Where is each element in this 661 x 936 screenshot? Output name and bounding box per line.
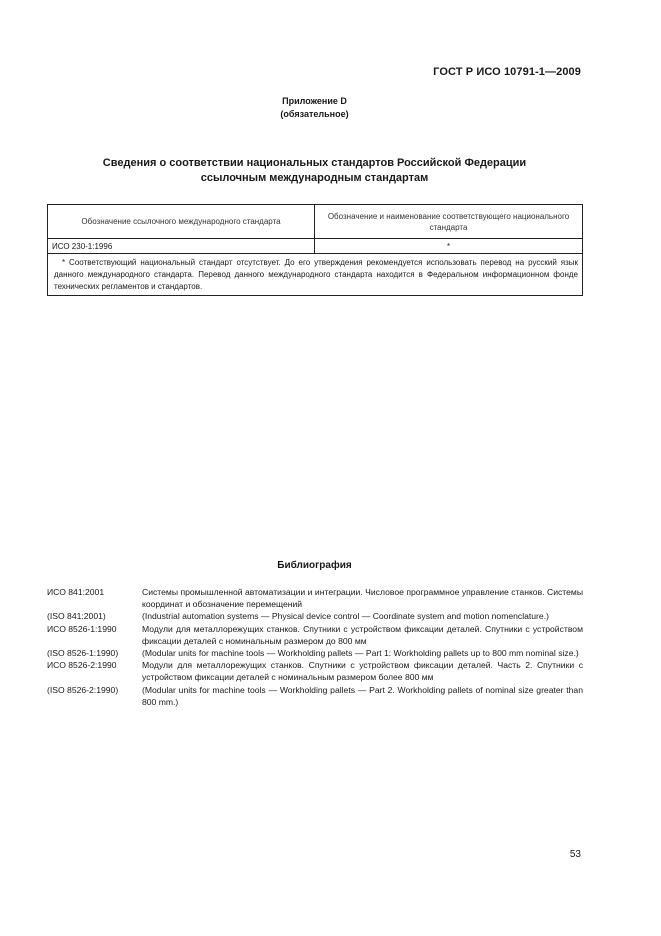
- bibliography-list: [47, 586, 583, 708]
- bibliography-text: (Industrial automation systems — Physical device control — Coordinate system and motion nomenclature.): [142, 611, 549, 622]
- bibliography-title: Библиография: [277, 560, 352, 571]
- bibliography-text: Системы промышленной автоматизации и интеграции. Числовое программное управление станков. Системы координат и обозначение перемещений: [142, 587, 583, 610]
- bibliography-code: ИСО 8526-1:1990: [47, 623, 117, 634]
- section-title-line1: Сведения о соответствии национальных стандартов Российской Федерации: [102, 157, 527, 169]
- section-title: [0, 156, 629, 186]
- appendix-heading: [0, 95, 629, 121]
- standard-code-header: ГОСТ Р ИСО 10791-1—2009: [433, 66, 581, 78]
- bibliography-entry: [47, 659, 583, 683]
- correspondence-table: [47, 204, 583, 296]
- appendix-status: (обязательное): [280, 109, 349, 119]
- bibliography-code: ИСО 8526-2:1990: [47, 660, 117, 671]
- bibliography-entry: [47, 586, 583, 610]
- bibliography-code: (ISO 8526-2:1990): [47, 684, 119, 695]
- appendix-title: Приложение D: [282, 96, 347, 106]
- table-footnote-row: [48, 254, 583, 296]
- bibliography-entry: [47, 684, 583, 708]
- table-header-national: Обозначение и наименование соответствующего национального стандарта: [315, 205, 583, 239]
- bibliography-text: Модули для металлорежущих станков. Спутники с устройством фиксации деталей. Спутники с устройством фиксации деталей с номинальным размером до 800 мм: [142, 623, 583, 646]
- bibliography-entry: [47, 610, 583, 622]
- bibliography-text: (Modular units for machine tools — Workholding pallets — Part 2. Workholding pallets of nominal size greater than 800 mm.): [142, 684, 583, 707]
- table-row: [48, 239, 583, 254]
- table-cell-national: *: [315, 239, 583, 254]
- table-footnote: * Соответствующий национальный стандарт отсутствует. До его утверждения рекомендуется использовать перевод на русский язык данного международного стандарта. Перевод данного международного стандарта находится в Федеральном информационном фонде технических регламентов и стандартов.: [48, 254, 583, 296]
- bibliography-code: (ISO 841:2001): [47, 611, 106, 622]
- bibliography-code: ИСО 841:2001: [47, 587, 105, 597]
- page-number: 53: [569, 849, 581, 860]
- bibliography-text: Модули для металлорежущих станков. Спутники с устройством фиксации деталей. Часть 2. Спутники с устройством фиксации деталей с номинальным размером более 800 мм: [142, 660, 583, 683]
- bibliography-entry: [47, 623, 583, 647]
- table-cell-intl: ИСО 230-1:1996: [48, 239, 315, 254]
- bibliography-entry: [47, 647, 583, 659]
- table-header-row: [48, 205, 583, 239]
- bibliography-code: (ISO 8526-1:1990): [47, 648, 119, 659]
- table-header-intl: Обозначение ссылочного международного стандарта: [48, 205, 315, 239]
- bibliography-text: (Modular units for machine tools — Workholding pallets — Part 1: Workholding pallets up to 800 mm nominal size.): [142, 648, 579, 659]
- section-title-line2: ссылочным международным стандартам: [200, 172, 429, 184]
